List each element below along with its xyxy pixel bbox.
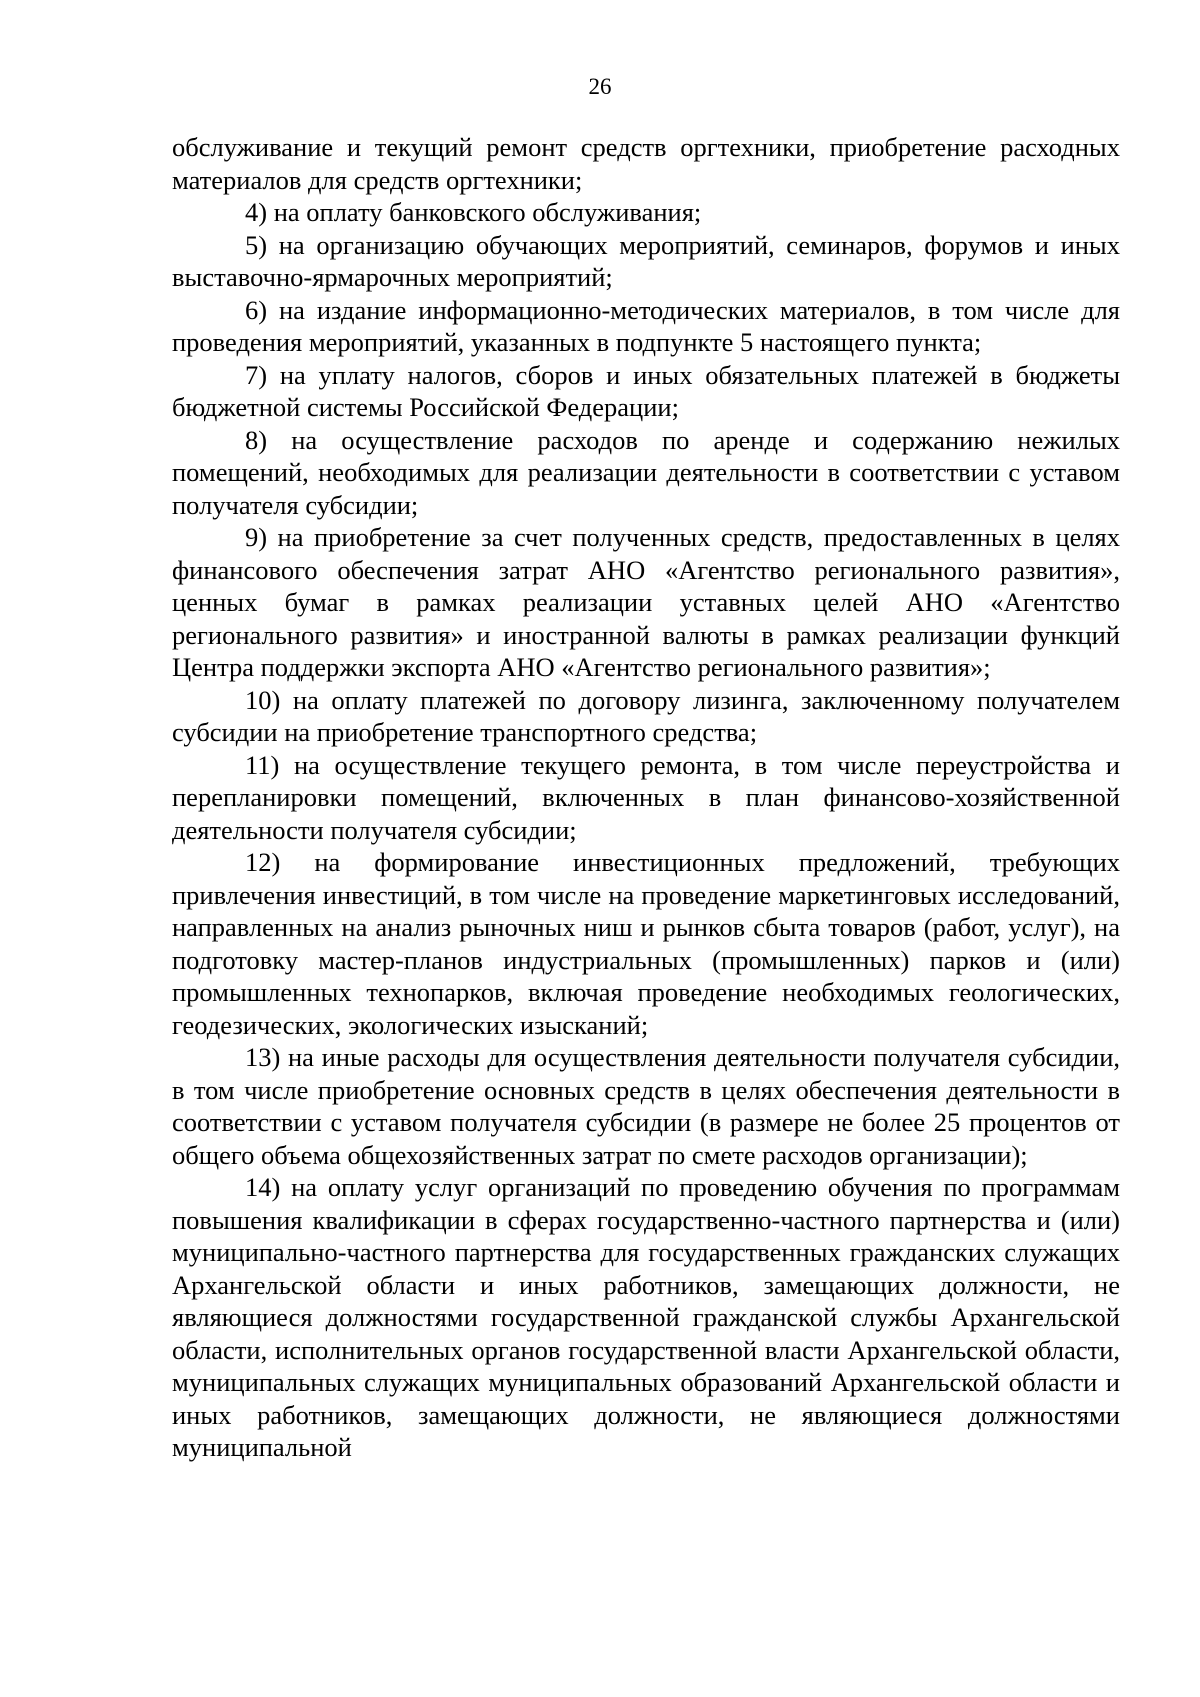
list-item-6: 6) на издание информационно-методических материалов, в том числе для проведения мероприятий, указанных в подпункте 5 настоящего пункта; <box>172 294 1120 357</box>
document-body <box>172 131 1120 1464</box>
list-item-12: 12) на формирование инвестиционных предложений, требующих привлечения инвестиций, в том числе на проведение маркетинговых исследований, направленных на анализ рыночных ниш и рынков сбыта товаров (работ, услуг), на подготовку мастер-планов индустриальных (промышленных) парков и (или) промышленных технопарков, включая проведение необходимых геологических, геодезических, экологических изысканий; <box>172 847 1120 1040</box>
list-item-8: 8) на осуществление расходов по аренде и содержанию нежилых помещений, необходимых для реализации деятельности в соответствии с уставом получателя субсидии; <box>172 424 1120 520</box>
list-item-11: 11) на осуществление текущего ремонта, в том числе переустройства и перепланировки помещений, включенных в план финансово-хозяйственной деятельности получателя субсидии; <box>172 749 1120 845</box>
list-item-5: 5) на организацию обучающих мероприятий, семинаров, форумов и иных выставочно-ярмарочных мероприятий; <box>172 229 1120 292</box>
list-item-14: 14) на оплату услуг организаций по проведению обучения по программам повышения квалификации в сферах государственно-частного партнерства и (или) муниципально-частного партнерства для государственных гражданских служащих Архангельской области и иных работников, замещающих должности, не являющиеся должностями государственной гражданской службы Архангельской области, исполнительных органов государственной власти Архангельской области, муниципальных служащих муниципальных образований Архангельской области и иных работников, замещающих должности, не являющиеся должностями муниципальной <box>172 1172 1120 1462</box>
list-item-13: 13) на иные расходы для осуществления деятельности получателя субсидии, в том числе приобретение основных средств в целях обеспечения деятельности в соответствии с уставом получателя субсидии (в размере не более 25 процентов от общего объема общехозяйственных затрат по смете расходов организации); <box>172 1042 1120 1170</box>
list-item-7: 7) на уплату налогов, сборов и иных обязательных платежей в бюджеты бюджетной системы Российской Федерации; <box>172 359 1120 422</box>
list-item-4: 4) на оплату банковского обслуживания; <box>245 197 702 227</box>
paragraph-continuation: обслуживание и текущий ремонт средств оргтехники, приобретение расходных материалов для средств оргтехники; <box>172 132 1120 195</box>
page-number: 26 <box>588 74 612 99</box>
list-item-9: 9) на приобретение за счет полученных средств, предоставленных в целях финансового обеспечения затрат АНО «Агентство регионального развития», ценных бумаг в рамках реализации уставных целей АНО «Агентство регионального развития» и иностранной валюты в рамках реализации функций Центра поддержки экспорта АНО «Агентство регионального развития»; <box>172 522 1120 682</box>
list-item-10: 10) на оплату платежей по договору лизинга, заключенному получателем субсидии на приобретение транспортного средства; <box>172 684 1120 747</box>
